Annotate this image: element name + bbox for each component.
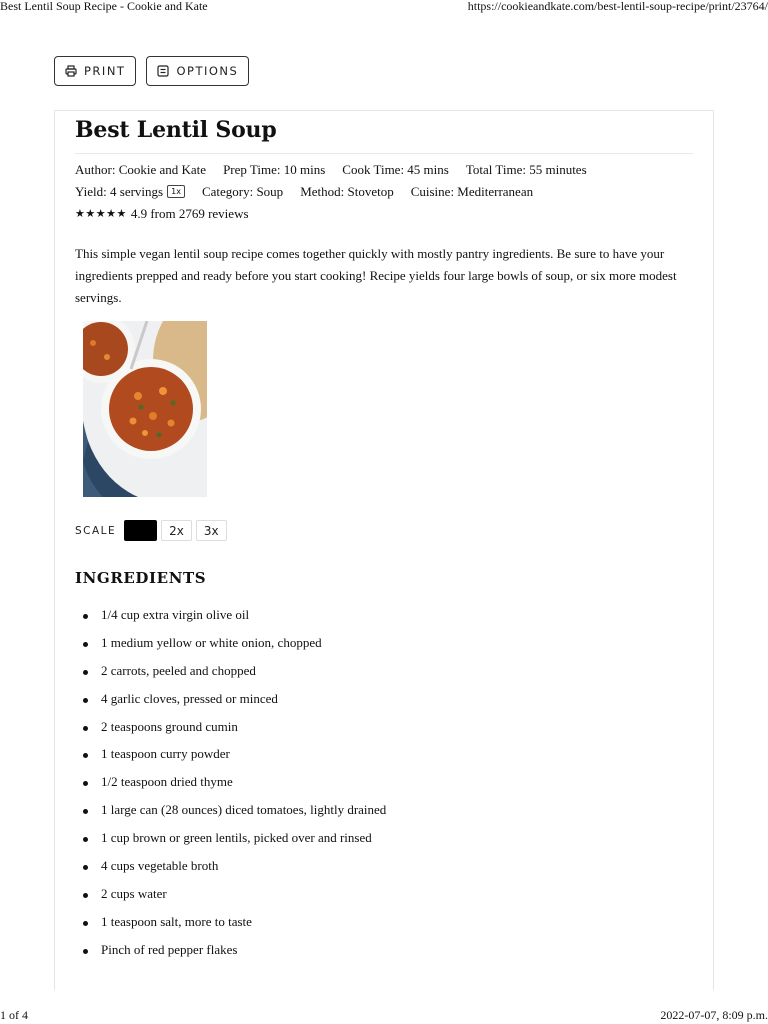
document-url[interactable]: https://cookieandkate.com/best-lentil-soup-recipe/print/23764/ xyxy=(467,0,768,13)
recipe-title: Best Lentil Soup xyxy=(75,117,277,143)
recipe-cuisine: Cuisine: Mediterranean xyxy=(410,184,534,199)
scale-2x-button[interactable]: 2x xyxy=(161,520,192,541)
ingredient-item: 2 carrots, peeled and chopped xyxy=(75,663,386,691)
print-toolbar xyxy=(54,56,249,86)
recipe-yield: Yield: 4 servings xyxy=(75,184,164,199)
recipe-photo xyxy=(83,321,207,497)
options-button[interactable] xyxy=(146,56,249,86)
cook-time: Cook Time: 45 mins xyxy=(342,162,449,177)
recipe-card xyxy=(54,110,714,990)
rating-text: 4.9 from 2769 reviews xyxy=(130,206,249,221)
recipe-meta xyxy=(75,159,587,225)
ingredient-item: 1/4 cup extra virgin olive oil xyxy=(75,607,386,635)
ingredient-item: 1 cup brown or green lentils, picked over and rinsed xyxy=(75,830,386,858)
ingredients-heading: INGREDIENTS xyxy=(75,569,207,587)
recipe-author: Author: Cookie and Kate xyxy=(75,162,207,177)
prep-time: Prep Time: 10 mins xyxy=(223,162,326,177)
scale-1x-button[interactable]: 1x xyxy=(124,520,157,541)
options-icon xyxy=(157,65,169,77)
print-button[interactable] xyxy=(54,56,136,86)
ingredients-list xyxy=(75,607,386,970)
recipe-category: Category: Soup xyxy=(201,184,284,199)
total-time: Total Time: 55 minutes xyxy=(465,162,587,177)
rating-stars-icon: ★★★★★ xyxy=(75,207,127,220)
page-indicator: 1 of 4 xyxy=(0,1008,28,1022)
ingredient-item: 4 garlic cloves, pressed or minced xyxy=(75,691,386,719)
recipe-summary: This simple vegan lentil soup recipe comes together quickly with mostly pantry ingredients. Be sure to have your ingredients prepped and ready before you start cooking! Recipe yields four large bowls of soup, or six more modest servings. xyxy=(75,246,677,305)
scale-3x-button[interactable]: 3x xyxy=(196,520,227,541)
ingredient-item: 1 medium yellow or white onion, chopped xyxy=(75,635,386,663)
title-divider xyxy=(75,153,693,154)
document-title: Best Lentil Soup Recipe - Cookie and Kate xyxy=(0,0,208,13)
print-button-label: PRINT xyxy=(84,64,126,78)
scale-label: SCALE xyxy=(75,524,117,537)
ingredient-item: Pinch of red pepper flakes xyxy=(75,942,386,970)
yield-scale-badge[interactable]: 1x xyxy=(167,185,185,198)
ingredient-item: 1 teaspoon salt, more to taste xyxy=(75,914,386,942)
print-timestamp: 2022-07-07, 8:09 p.m. xyxy=(660,1008,768,1022)
ingredient-item: 4 cups vegetable broth xyxy=(75,858,386,886)
ingredient-item: 1 teaspoon curry powder xyxy=(75,746,386,774)
printer-icon xyxy=(65,65,77,77)
options-button-label: OPTIONS xyxy=(176,64,239,78)
recipe-method: Method: Stovetop xyxy=(300,184,394,199)
ingredient-item: 1 large can (28 ounces) diced tomatoes, lightly drained xyxy=(75,802,386,830)
ingredient-item: 2 teaspoons ground cumin xyxy=(75,719,386,747)
recipe-scale xyxy=(75,520,227,541)
ingredient-item: 1/2 teaspoon dried thyme xyxy=(75,774,386,802)
ingredient-item: 2 cups water xyxy=(75,886,386,914)
recipe-yield-group xyxy=(75,181,185,203)
